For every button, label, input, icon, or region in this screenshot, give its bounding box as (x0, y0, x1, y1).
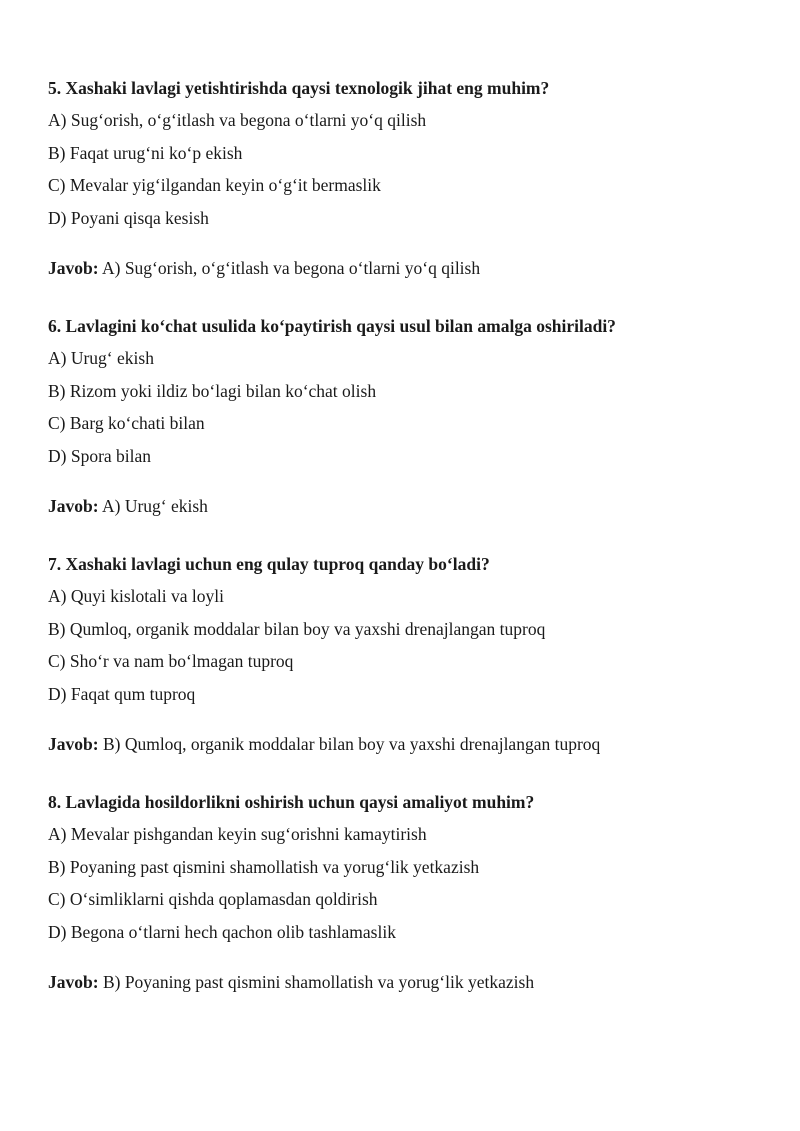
option-d: D) Faqat qum tuproq (48, 683, 196, 704)
question-title: 8. Lavlagida hosildorlikni oshirish uchun qaysi amaliyot muhim? (48, 792, 535, 812)
answer-line (48, 728, 768, 760)
question-6 (48, 310, 768, 522)
answer-line (48, 490, 768, 522)
option-d: D) Spora bilan (48, 445, 152, 466)
answer-line (48, 252, 768, 284)
question-title: 5. Xashaki lavlagi yetishtirishda qaysi texnologik jihat eng muhim? (48, 78, 550, 98)
answer-text: A) Urug‘ ekish (98, 496, 208, 516)
answer-label: Javob: (48, 496, 99, 516)
question-8 (48, 786, 768, 998)
option-c: C) Sho‘r va nam bo‘lmagan tuproq (48, 651, 294, 671)
answer-text: B) Poyaning past qismini shamollatish va yorug‘lik yetkazish (98, 972, 535, 992)
question-7 (48, 548, 768, 760)
option-a: A) Quyi kislotali va loyli (48, 586, 224, 606)
question-title: 6. Lavlagini ko‘chat usulida ko‘paytirish qaysi usul bilan amalga oshiriladi? (48, 316, 616, 336)
answer-text: A) Sug‘orish, o‘g‘itlash va begona o‘tlarni yo‘q qilish (98, 258, 481, 278)
document-page (48, 72, 768, 1024)
answer-label: Javob: (48, 734, 99, 754)
option-b: B) Rizom yoki ildiz bo‘lagi bilan ko‘chat olish (48, 380, 377, 401)
answer-label: Javob: (48, 258, 99, 278)
answer-label: Javob: (48, 972, 99, 992)
question-title: 7. Xashaki lavlagi uchun eng qulay tuproq qanday bo‘ladi? (48, 554, 490, 574)
option-a: A) Urug‘ ekish (48, 348, 154, 368)
option-a: A) Sug‘orish, o‘g‘itlash va begona o‘tlarni yo‘q qilish (48, 110, 427, 130)
option-a: A) Mevalar pishgandan keyin sug‘orishni kamaytirish (48, 824, 427, 844)
option-c: C) O‘simliklarni qishda qoplamasdan qoldirish (48, 889, 378, 909)
answer-line (48, 966, 768, 998)
option-d: D) Begona o‘tlarni hech qachon olib tashlamaslik (48, 921, 396, 942)
answer-text: B) Qumloq, organik moddalar bilan boy va yaxshi drenajlangan tuproq (98, 734, 601, 754)
option-c: C) Mevalar yig‘ilgandan keyin o‘g‘it bermaslik (48, 175, 381, 195)
option-b: B) Qumloq, organik moddalar bilan boy va yaxshi drenajlangan tuproq (48, 618, 546, 639)
question-5 (48, 72, 768, 284)
option-c: C) Barg ko‘chati bilan (48, 413, 205, 433)
option-b: B) Faqat urug‘ni ko‘p ekish (48, 142, 243, 163)
option-d: D) Poyani qisqa kesish (48, 207, 209, 228)
option-b: B) Poyaning past qismini shamollatish va yorug‘lik yetkazish (48, 856, 480, 877)
